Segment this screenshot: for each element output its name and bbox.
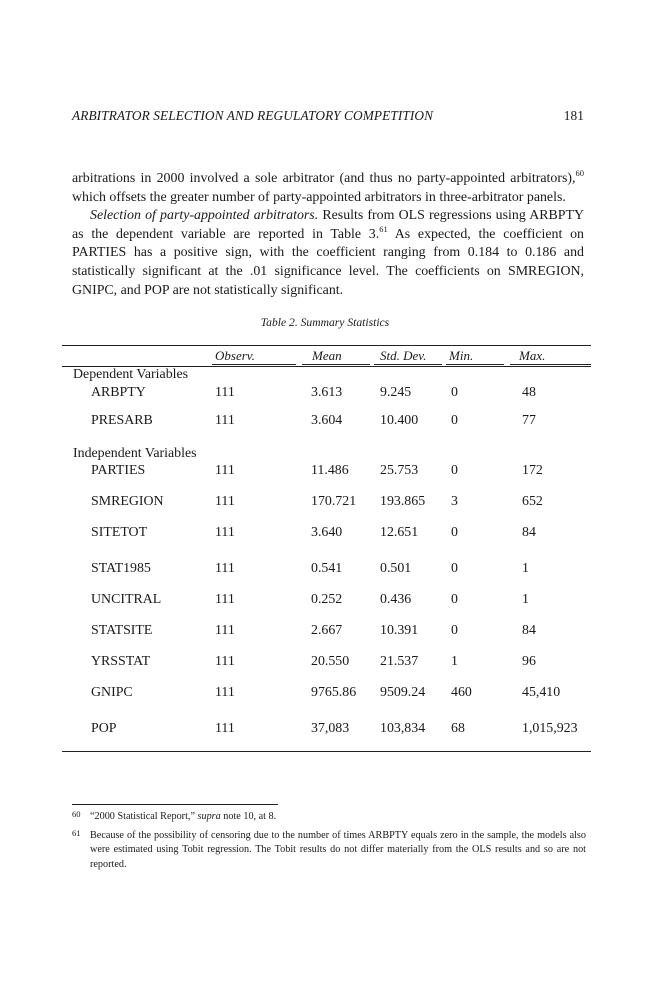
cell-min: 3 (451, 494, 458, 509)
paragraph-2-text-a: Results from OLS regressions using ARBPTY as the dependent variable are reported in Table 3. (72, 208, 584, 242)
section-heading-inline: Selection of party-appointed arbitrators. (90, 208, 319, 224)
cell-std-dev: 25.753 (380, 463, 419, 478)
cell-max: 1,015,923 (522, 721, 578, 736)
cell-mean: 0.541 (311, 561, 343, 576)
footnote-number: 61 (72, 827, 81, 838)
group-label-independent: Independent Variables (73, 446, 197, 461)
cell-min: 1 (451, 654, 458, 669)
header-min: Min. (449, 348, 474, 363)
cell-max: 652 (522, 494, 543, 509)
cell-mean: 3.613 (311, 385, 343, 400)
cell-std-dev: 193.865 (380, 494, 426, 509)
header-observ: Observ. (215, 348, 255, 363)
cell-observ: 111 (215, 654, 235, 669)
paragraph-1 (72, 170, 584, 207)
paragraph-2 (72, 207, 584, 300)
cell-observ: 111 (215, 592, 235, 607)
cell-mean: 37,083 (311, 721, 350, 736)
cell-std-dev: 103,834 (380, 721, 426, 736)
footnote-ref-60: 60 (575, 168, 584, 178)
cell-max: 84 (522, 623, 536, 638)
cell-max: 1 (522, 592, 529, 607)
group-label-dependent: Dependent Variables (73, 367, 189, 382)
cell-mean: 9765.86 (311, 685, 357, 700)
table-bottom-rule (62, 751, 591, 752)
cell-min: 0 (451, 463, 458, 478)
cell-std-dev: 10.400 (380, 413, 419, 428)
cell-min: 0 (451, 385, 458, 400)
footnotes (72, 810, 586, 876)
table-caption: Table 2. Summary Statistics (260, 316, 390, 329)
cell-std-dev: 21.537 (380, 654, 419, 669)
cell-variable: POP (91, 721, 117, 736)
cell-variable: UNCITRAL (91, 592, 162, 607)
cell-max: 48 (522, 385, 536, 400)
cell-max: 96 (522, 654, 536, 669)
cell-std-dev: 12.651 (380, 525, 419, 540)
cell-min: 0 (451, 592, 458, 607)
cell-min: 68 (451, 721, 465, 736)
cell-max: 84 (522, 525, 536, 540)
cell-observ: 111 (215, 721, 235, 736)
paragraph-1-text-a: arbitrations in 2000 involved a sole arbitrator (and thus no party-appointed arbitrators), (72, 171, 576, 186)
body-text (72, 170, 584, 300)
table-top-rule (62, 345, 591, 346)
cell-observ: 111 (215, 525, 235, 540)
header-max: Max. (519, 348, 546, 363)
cell-observ: 111 (215, 413, 235, 428)
cell-max: 172 (522, 463, 543, 478)
header-std-dev: Std. Dev. (380, 348, 427, 363)
footnote-60 (72, 810, 586, 825)
header-underline-std-dev (374, 364, 442, 365)
cell-observ: 111 (215, 463, 235, 478)
header-underline-mean (302, 364, 370, 365)
cell-variable: SITETOT (91, 525, 148, 540)
cell-variable: YRSSTAT (91, 654, 151, 669)
cell-mean: 2.667 (311, 623, 343, 638)
cell-variable: PARTIES (91, 463, 146, 478)
cell-min: 0 (451, 561, 458, 576)
cell-max: 1 (522, 561, 529, 576)
cell-mean: 11.486 (311, 463, 349, 478)
cell-std-dev: 9509.24 (380, 685, 426, 700)
cell-mean: 20.550 (311, 654, 350, 669)
footnote-text: “2000 Statistical Report,” (90, 811, 198, 822)
footnote-61 (72, 829, 586, 873)
cell-variable: SMREGION (91, 494, 164, 509)
cell-min: 460 (451, 685, 472, 700)
cell-min: 0 (451, 623, 458, 638)
running-head (72, 108, 584, 124)
header-mean: Mean (312, 348, 342, 363)
footnote-text: Because of the possibility of censoring due to the number of times ARBPTY equals zero in the sample, the models also were estimated using Tobit regression. The Tobit results do not differ materially from the OLS results and so are not reported. (90, 829, 586, 870)
cell-std-dev: 0.436 (380, 592, 412, 607)
running-head-title: ARBITRATOR SELECTION AND REGULATORY COMPETITION (72, 108, 434, 123)
cell-min: 0 (451, 525, 458, 540)
cell-observ: 111 (215, 685, 235, 700)
cell-mean: 3.604 (311, 413, 343, 428)
header-underline-observ (212, 364, 296, 365)
page-number: 181 (563, 108, 584, 123)
cell-mean: 170.721 (311, 494, 357, 509)
footnote-text-italic: supra (197, 811, 221, 822)
header-underline-min (446, 364, 504, 365)
cell-std-dev: 10.391 (380, 623, 419, 638)
cell-std-dev: 9.245 (380, 385, 412, 400)
cell-mean: 0.252 (311, 592, 343, 607)
cell-mean: 3.640 (311, 525, 343, 540)
footnote-number: 60 (72, 809, 81, 819)
cell-observ: 111 (215, 385, 235, 400)
cell-variable: PRESARB (91, 413, 153, 428)
cell-variable: ARBPTY (91, 385, 146, 400)
paragraph-1-text-b: which offsets the greater number of party-appointed arbitrators in three-arbitrator panels. (72, 189, 566, 205)
cell-variable: STAT1985 (91, 561, 151, 576)
cell-std-dev: 0.501 (380, 561, 412, 576)
cell-observ: 111 (215, 494, 235, 509)
paragraph-2-text-b: As expected, the coefficient on PARTIES has a positive sign, with the coefficient ranging from 0.184 to 0.186 and statistically significant at the .01 significance level. The coefficients on SMREGION, GNIPC, and POP are not statistically significant. (72, 226, 584, 298)
cell-min: 0 (451, 413, 458, 428)
cell-variable: GNIPC (91, 685, 133, 700)
cell-observ: 111 (215, 561, 235, 576)
cell-observ: 111 (215, 623, 235, 638)
cell-max: 45,410 (522, 685, 561, 700)
header-underline-max (510, 364, 591, 365)
cell-max: 77 (522, 413, 536, 428)
footnote-separator (72, 804, 278, 805)
cell-variable: STATSITE (91, 623, 153, 638)
footnote-text: note 10, at 8. (220, 811, 277, 822)
footnote-ref-61: 61 (379, 223, 388, 234)
